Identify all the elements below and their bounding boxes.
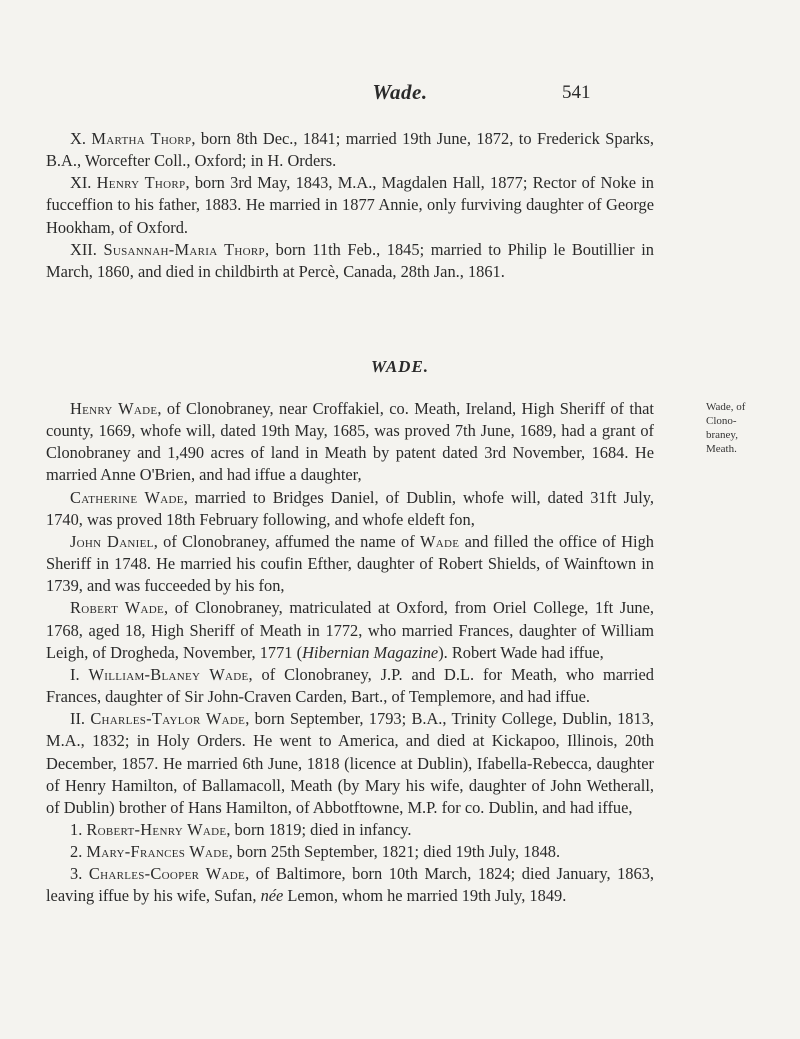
entry-numeral: 3. — [70, 864, 83, 884]
entry-name: Martha Thorp — [91, 129, 192, 148]
margin-note-line: braney, — [706, 429, 738, 441]
surname: Wade — [420, 531, 460, 551]
paragraph-charles-cooper-wade — [46, 863, 654, 907]
citation: Hibernian Magazine — [302, 642, 439, 662]
section-heading: WADE. — [370, 357, 430, 376]
paragraph-text: , of Baltimore, born 10th March, 1824; died January, 1863, leaving iffue by his wife, Sufan, — [46, 864, 654, 906]
person-name: Robert-Henry Wade — [86, 819, 227, 839]
thorp-entries — [46, 128, 654, 283]
margin-note-line: Meath. — [706, 443, 737, 455]
page-header — [0, 80, 800, 114]
person-name: Robert Wade — [70, 598, 165, 618]
person-name: John Daniel — [70, 531, 154, 551]
entry-numeral: 2. — [70, 842, 83, 862]
entry-numeral: II. — [70, 709, 86, 729]
page-number: 541 — [562, 82, 591, 103]
entry-text: , born 11th Feb., 1845; married to Philip le Boutillier in March, 1860, and died in childbirth at Percè, Canada, 28th Jan., 1861. — [46, 239, 654, 281]
paragraph-catherine-wade — [46, 487, 654, 531]
entry-name: Susannah-Maria Thorp — [103, 239, 265, 259]
entry-text: , born 8th Dec., 1841; married 19th June, 1872, to Frederick Sparks, B.A., Worcefter Coll., Oxford; in H. Orders. — [46, 129, 654, 171]
paragraph-william-blaney-wade — [46, 664, 654, 708]
entry-name: Henry Thorp — [96, 173, 186, 193]
entry-numeral: XI. — [70, 173, 92, 193]
entry-numeral: XII. — [70, 239, 97, 259]
margin-note — [706, 400, 786, 456]
person-name: Mary-Frances Wade — [86, 842, 229, 862]
person-name: Charles-Cooper Wade — [88, 864, 246, 884]
paragraph-text: Lemon, whom he married 19th July, 1849. — [283, 886, 567, 906]
paragraph-mary-frances-wade — [46, 841, 654, 863]
paragraph-text: and filled the office of High Sheriff in 1748. He married his coufin Efther, daughter of Robert Shields, of Wainftown in 1739, and was fucceeded by his fon, — [46, 531, 654, 596]
paragraph-text: , born 1819; died in infancy. — [226, 819, 412, 839]
paragraph-text: , of Clonobraney, affumed the name of — [153, 531, 421, 551]
italic-word: née — [260, 886, 284, 906]
entry-xii — [46, 239, 654, 283]
running-title: Wade. — [372, 80, 428, 104]
entry-numeral: 1. — [70, 819, 83, 839]
paragraph-text: , born September, 1793; B.A., Trinity College, Dublin, 1813, M.A., 1832; in Holy Orders. He went to America, and died at Kickapoo, Illinois, 20th December, 1857. He married 6th June, 1818 (licence at Dublin), Ifabella-Rebecca, daughter of Henry Hamilton, of Ballamacoll, Meath (by Mary his wife, daughter of John Wetherall, of Dublin) brother of Hans Hamilton, of Abbotftowne, M.P. for co. Dublin, and had iffue, — [46, 709, 654, 817]
entry-x — [46, 128, 654, 172]
entry-text: , born 3rd May, 1843, M.A., Magdalen Hall, 1877; Rector of Noke in fucceffion to his father, 1883. He married in 1877 Annie, only furviving daughter of George Hookham, of Oxford. — [46, 173, 654, 237]
paragraph-charles-taylor-wade — [46, 708, 654, 819]
paragraph-text: , married to Bridges Daniel, of Dublin, whofe will, dated 31ft July, 1740, was proved 18th February following, and whofe eldeft fon, — [46, 487, 655, 529]
paragraph-henry-wade — [46, 398, 654, 487]
entry-xi — [46, 172, 654, 238]
person-name: Catherine Wade — [70, 487, 184, 507]
paragraph-text: ). Robert Wade had iffue, — [438, 642, 604, 662]
person-name: William-Blaney Wade — [88, 664, 249, 684]
paragraph-text: , born 25th September, 1821; died 19th July, 1848. — [228, 842, 561, 862]
paragraph-robert-henry-wade — [46, 819, 654, 841]
paragraph-text: , of Clonobraney, matriculated at Oxford, from Oriel College, 1ft June, 1768, aged 18, High Sheriff of Meath in 1772, who married Frances, daughter of William Leigh, of Drogheda, November, 1771 ( — [46, 598, 654, 662]
margin-note-line: Clono- — [706, 415, 737, 427]
wade-genealogy — [46, 398, 654, 908]
paragraph-robert-wade — [46, 597, 654, 663]
person-name: Henry Wade — [70, 399, 158, 418]
person-name: Charles-Taylor Wade — [90, 709, 246, 729]
margin-note-line: Wade, of — [706, 401, 746, 413]
entry-numeral: I. — [70, 664, 80, 684]
paragraph-text: , of Clonobraney, near Croffakiel, co. Meath, Ireland, High Sheriff of that county, 1669, whofe will, dated 19th May, 1685, was proved 7th June, 1689, had a grant of Clonobraney and 1,490 acres of land in Meath by patent dated 3rd November, 1684. He married Anne O'Brien, and had iffue a daughter, — [46, 399, 654, 485]
entry-numeral: X. — [70, 129, 86, 148]
paragraph-text: , of Clonobraney, J.P. and D.L. for Meath, who married Frances, daughter of Sir John-Craven Carden, Bart., of Templemore, and had iffue. — [46, 664, 654, 707]
paragraph-john-daniel — [46, 531, 654, 597]
